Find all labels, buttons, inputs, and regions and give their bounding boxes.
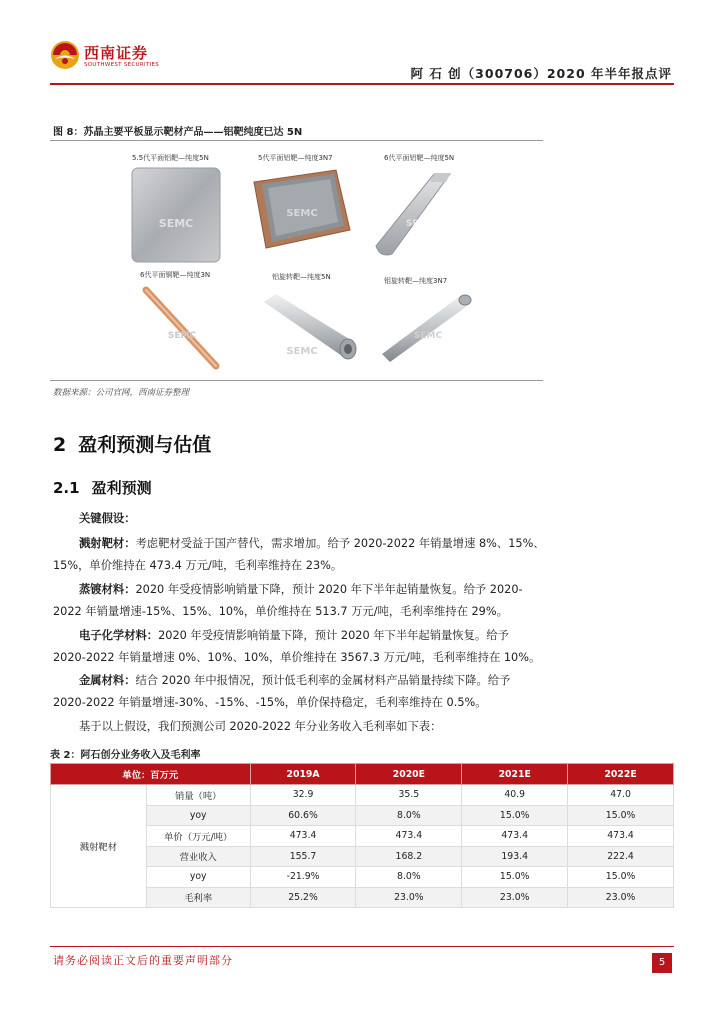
product-image-long-flat-target — [372, 170, 470, 258]
table-cell: 23.0% — [462, 887, 568, 908]
paragraph-evaporation-material — [53, 579, 545, 622]
paragraph-text: 2020 年受疫情影响销量下降，预计 2020 年下半年起销量恢复。给予 2020-2022 年销量增速-15%、15%、10%，单价维持在 513.7 万元/吨，毛利率维持在 29%。 — [53, 583, 523, 618]
product-label: 5.5代平面铝靶—纯度5N — [132, 154, 209, 162]
logo-mark-icon — [50, 40, 80, 70]
table-header-row — [51, 764, 674, 785]
figure-bottom-rule — [50, 380, 543, 381]
watermark: SEMC — [405, 219, 435, 229]
paragraph-text: 考虑靶材受益于国产替代，需求增加。给予 2020-2022 年销量增速 8%、15%、15%，单价维持在 473.4 万元/吨，毛利率维持在 23%。 — [53, 537, 545, 572]
figure-caption: 图 8：苏晶主要平板显示靶材产品——铝靶纯度已达 5N — [53, 127, 303, 138]
watermark: SEMC — [167, 331, 197, 341]
table-cell: 15.0% — [462, 867, 568, 888]
product-image-molybdenum-rotary-target — [378, 292, 474, 364]
key-assumptions-label: 关键假设： — [79, 512, 136, 525]
table-cell: 15.0% — [568, 805, 674, 826]
table-group-label: 溅射靶材 — [51, 785, 147, 908]
figure-top-rule — [50, 140, 543, 141]
table-header-year: 2021E — [462, 764, 568, 785]
subsection-heading — [53, 477, 152, 498]
section-heading — [53, 430, 211, 457]
paragraph-sputtering-target — [53, 533, 545, 576]
paragraph-forecast-intro: 基于以上假设，我们预测公司 2020-2022 年分业务收入毛利率如下表： — [79, 720, 442, 733]
logo-text-en: SOUTHWEST SECURITIES — [84, 62, 160, 68]
table-cell: 47.0 — [568, 785, 674, 806]
footer-divider — [50, 946, 674, 947]
table-cell: 8.0% — [356, 805, 462, 826]
subsection-number: 2.1 — [53, 479, 80, 497]
table-caption: 表 2：阿石创分业务收入及毛利率 — [50, 750, 201, 761]
header-divider — [50, 83, 674, 85]
table-header-unit: 单位：百万元 — [51, 764, 251, 785]
table-cell: 168.2 — [356, 846, 462, 867]
table-cell: 473.4 — [250, 826, 356, 847]
watermark: SEMC — [286, 208, 318, 219]
section-title: 盈利预测与估值 — [78, 434, 212, 456]
table-cell: 473.4 — [462, 826, 568, 847]
table-header-year: 2022E — [568, 764, 674, 785]
table-cell: 35.5 — [356, 785, 462, 806]
company-logo — [50, 40, 160, 76]
table-header-year: 2020E — [356, 764, 462, 785]
watermark: SEMC — [286, 346, 318, 357]
table-cell: 15.0% — [462, 805, 568, 826]
table-row — [51, 785, 674, 806]
table-cell: 155.7 — [250, 846, 356, 867]
product-label: 6代平面铜靶—纯度3N — [140, 271, 211, 279]
logo-text-cn: 西南证券 — [84, 44, 149, 62]
figure-source: 数据来源：公司官网，西南证券整理 — [53, 388, 190, 398]
table-cell: 25.2% — [250, 887, 356, 908]
table-cell: 473.4 — [356, 826, 462, 847]
table-cell: 40.9 — [462, 785, 568, 806]
subsection-title: 盈利预测 — [91, 479, 152, 497]
paragraph-label: 电子化学材料： — [79, 629, 159, 642]
product-image-copper-rod — [142, 286, 222, 372]
watermark: SEMC — [413, 331, 443, 341]
table-row-label: 销量（吨） — [146, 785, 250, 806]
report-title: 阿 石 创（300706）2020 年半年报点评 — [410, 66, 672, 81]
revenue-margin-table — [50, 763, 674, 908]
paragraph-text: 结合 2020 年中报情况，预计低毛利率的金属材料产品销量持续下降。给予 2020-2022 年销量增速-30%、-15%、-15%，单价保持稳定，毛利率维持在 0.5%。 — [53, 674, 511, 709]
product-label: 钼旋转靶—纯度3N7 — [384, 277, 448, 285]
table-cell: 23.0% — [568, 887, 674, 908]
table-row-label: 营业收入 — [146, 846, 250, 867]
product-label: 6代平面铝靶—纯度5N — [384, 154, 455, 162]
paragraph-metal-material — [53, 670, 545, 713]
table-cell: 32.9 — [250, 785, 356, 806]
table-cell: 23.0% — [356, 887, 462, 908]
table-cell: 473.4 — [568, 826, 674, 847]
product-label: 铝旋转靶—纯度5N — [272, 273, 331, 281]
product-image-bonded-target — [252, 168, 352, 250]
table-cell: 193.4 — [462, 846, 568, 867]
table-cell: 8.0% — [356, 867, 462, 888]
table-row-label: 毛利率 — [146, 887, 250, 908]
paragraph-text: 2020 年受疫情影响销量下降，预计 2020 年下半年起销量恢复。给予 2020-2022 年销量增速 0%、10%、10%，单价维持在 3567.3 万元/吨，毛利率维持在 10%。 — [53, 629, 541, 664]
product-image-flat-aluminum-target — [131, 167, 221, 263]
product-image-aluminum-rotary-target — [258, 292, 358, 362]
paragraph-label: 蒸镀材料： — [79, 583, 136, 596]
product-label: 5代平面铝靶—纯度3N7 — [258, 154, 333, 162]
paragraph-label: 金属材料： — [79, 674, 136, 687]
table-cell: 15.0% — [568, 867, 674, 888]
page-number: 5 — [652, 953, 672, 973]
table-cell: -21.9% — [250, 867, 356, 888]
section-number: 2 — [53, 434, 67, 456]
table-row-label: yoy — [146, 867, 250, 888]
table-header-year: 2019A — [250, 764, 356, 785]
table-row-label: yoy — [146, 805, 250, 826]
paragraph-label: 溅射靶材： — [79, 537, 136, 550]
paragraph-electronic-chemical — [53, 625, 545, 668]
table-cell: 60.6% — [250, 805, 356, 826]
footer-disclaimer: 请务必阅读正文后的重要声明部分 — [53, 954, 233, 967]
watermark: SEMC — [158, 217, 194, 230]
table-row-label: 单价（万元/吨） — [146, 826, 250, 847]
table-cell: 222.4 — [568, 846, 674, 867]
